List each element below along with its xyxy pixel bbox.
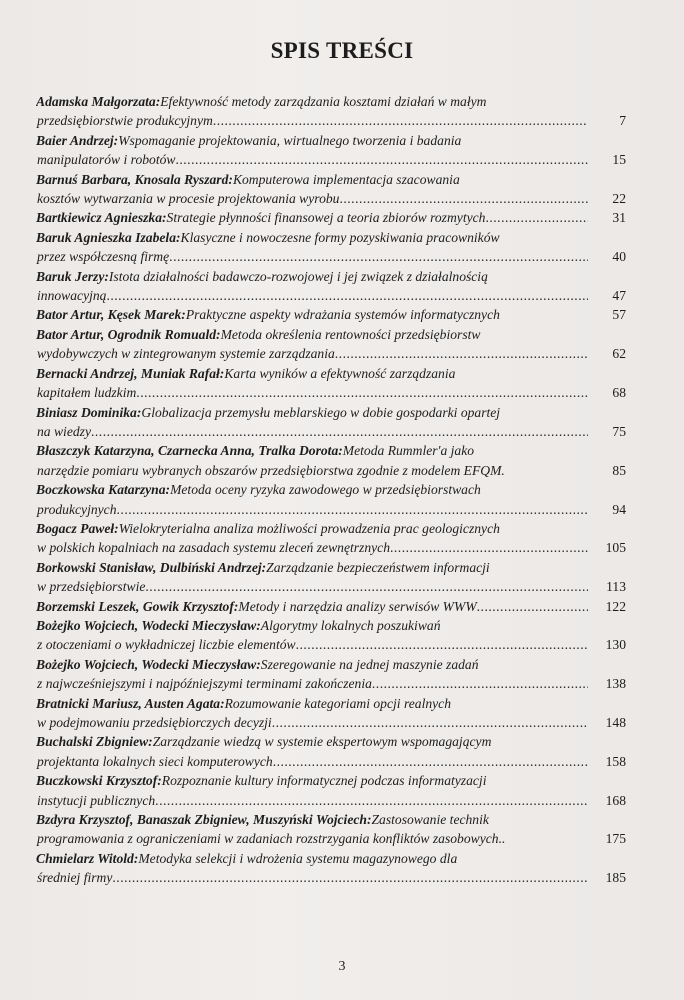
toc-title-text: Algorytmy lokalnych poszukiwań [260, 617, 441, 633]
toc-entry [36, 441, 626, 480]
toc-page-number: 85 [612, 462, 626, 478]
toc-title-text: z otoczeniami o wykładniczej liczbie elementów [37, 637, 296, 653]
toc-title-text: Rozpoznanie kultury informatycznej podczas informatyzacji [161, 773, 487, 789]
toc-dot-leader [335, 344, 588, 363]
toc-entry-line [36, 364, 626, 383]
toc-entry-line [36, 868, 626, 887]
page-number: 3 [338, 959, 346, 974]
toc-entry [36, 131, 626, 170]
toc-dot-leader [117, 500, 588, 519]
toc-page-number: 40 [612, 249, 626, 265]
toc-entry-line [36, 305, 626, 324]
toc-author: Baruk Agnieszka Izabela: [36, 229, 181, 245]
toc-entry-line [36, 849, 626, 868]
toc-entry [36, 771, 626, 810]
toc-title-text: Klasyczne i nowoczesne formy pozyskiwania pracowników [180, 229, 500, 245]
toc-title-text: Wielokryterialna analiza możliwości prowadzenia prac geologicznych [118, 520, 500, 536]
toc-title-text: programowania z ograniczeniami w zadaniach rozstrzygania konfliktów zasobowych.. [37, 831, 506, 847]
toc-entry [36, 267, 626, 306]
toc-page-number: 75 [612, 423, 626, 439]
toc-title-text: przez współczesną firmę [37, 249, 170, 265]
toc-author: Boczkowska Katarzyna: [36, 482, 171, 498]
toc-title-text: Metoda Rummler'a jako [342, 443, 475, 459]
toc-entry-line [36, 616, 626, 635]
toc-author: Bogacz Paweł: [36, 520, 119, 536]
toc-title-text: Zarządzanie wiedzą w systemie ekspertowym wspomagającym [152, 734, 492, 750]
toc-entry [36, 597, 626, 616]
toc-dot-leader [485, 208, 588, 227]
toc-title-text: Zarządzanie bezpieczeństwem informacji [266, 559, 490, 575]
toc-entry [36, 92, 626, 131]
toc-entry [36, 170, 626, 209]
toc-title-text: Metody i narzędzia analizy serwisów WWW [238, 598, 477, 614]
toc-entry-line [36, 674, 626, 693]
toc-entry [36, 519, 626, 558]
toc-author: Baier Andrzej: [36, 132, 119, 148]
toc-title-text: wydobywczych w zintegrowanym systemie zarządzania [37, 346, 335, 362]
toc-entry-line [36, 519, 626, 538]
toc-page-number: 47 [612, 288, 626, 304]
toc-title-text: w podejmowaniu przedsiębiorczych decyzji [37, 715, 272, 730]
toc-dot-leader [175, 150, 588, 169]
toc-entry [36, 616, 626, 655]
toc-entry-line [36, 791, 626, 810]
toc-entry-line [36, 538, 626, 557]
toc-page-number: 105 [605, 540, 626, 556]
toc-entry-line [36, 170, 626, 189]
toc-entry-line [36, 635, 626, 654]
toc-page-number: 148 [605, 715, 626, 730]
toc-page-number: 94 [612, 501, 626, 517]
toc-author: Barnuś Barbara, Knosala Ryszard: [36, 171, 233, 187]
toc-page-number: 15 [612, 152, 626, 168]
toc-entry-line [36, 713, 626, 732]
toc-entry-line [36, 461, 626, 480]
toc-title-text: Metoda oceny ryzyka zawodowego w przedsiębiorstwach [170, 482, 481, 498]
toc-entry [36, 694, 626, 733]
toc-entry-line [36, 577, 626, 596]
table-of-contents [36, 92, 626, 888]
toc-author: Borkowski Stanisław, Dulbiński Andrzej: [36, 559, 267, 575]
toc-entry-line [36, 344, 626, 363]
toc-dot-leader [213, 111, 588, 130]
toc-author: Chmielarz Witold: [36, 850, 139, 866]
toc-dot-leader [339, 189, 588, 208]
toc-author: Bator Artur, Kęsek Marek: [36, 307, 186, 323]
toc-page-number: 185 [605, 870, 626, 886]
toc-page-number: 122 [605, 598, 626, 614]
toc-title-text: w polskich kopalniach na zasadach systemu zleceń zewnętrznych [37, 540, 390, 556]
toc-entry-line [36, 403, 626, 422]
toc-entry-line [36, 441, 626, 460]
toc-title-text: innowacyjną [37, 288, 107, 304]
toc-entry-line [36, 228, 626, 247]
toc-title-text: Praktyczne aspekty wdrażania systemów informatycznych [185, 307, 500, 323]
toc-dot-leader [273, 752, 588, 771]
toc-title-text: Istota działalności badawczo-rozwojowej i jej związek z działalnością [108, 268, 488, 284]
toc-author: Bożejko Wojciech, Wodecki Mieczysław: [36, 617, 261, 633]
toc-entry-line [36, 267, 626, 286]
toc-title-text: Globalizacja przemysłu meblarskiego w dobie gospodarki opartej [141, 404, 501, 420]
toc-entry-line [36, 500, 626, 519]
toc-entry-line [36, 247, 626, 266]
toc-entry-line [36, 383, 626, 402]
toc-author: Adamska Małgorzata: [36, 94, 161, 109]
toc-title-text: produkcyjnych [37, 501, 117, 517]
toc-title-text: Rozumowanie kategoriami opcji realnych [224, 695, 452, 711]
toc-title-text: narzędzie pomiaru wybranych obszarów przedsiębiorstwa zgodnie z modelem EFQM. [37, 462, 505, 478]
toc-author: Biniasz Dominika: [36, 404, 142, 420]
toc-entry-line [36, 286, 626, 305]
toc-entry-line [36, 694, 626, 713]
toc-title-text: Strategie płynności finansowej a teoria zbiorów rozmytych [166, 210, 486, 226]
toc-title-text: projektanta lokalnych sieci komputerowych [37, 753, 273, 769]
toc-title-text: kapitałem ludzkim [37, 385, 137, 401]
toc-author: Bator Artur, Ogrodnik Romuald: [36, 326, 221, 342]
toc-entry-line [36, 810, 626, 829]
toc-page-number: 130 [605, 637, 626, 653]
toc-page-number: 7 [619, 113, 626, 129]
toc-title-text: Szeregowanie na jednej maszynie zadań [260, 656, 479, 672]
toc-dot-leader [272, 713, 588, 732]
toc-entry-line [36, 131, 626, 150]
toc-entry-line [36, 597, 626, 616]
toc-author: Bzdyra Krzysztof, Banaszak Zbigniew, Muszyński Wojciech: [36, 812, 372, 828]
toc-page-number: 68 [612, 385, 626, 401]
toc-author: Buchalski Zbigniew: [36, 734, 153, 750]
toc-dot-leader [372, 674, 588, 693]
toc-page-number: 62 [612, 346, 626, 362]
toc-title-text: instytucji publicznych [37, 792, 156, 808]
toc-dot-leader [390, 538, 588, 557]
toc-title-text: Zastosowanie technik [371, 812, 489, 828]
toc-author: Bernacki Andrzej, Muniak Rafał: [36, 365, 225, 381]
toc-entry-line [36, 771, 626, 790]
toc-page-number: 22 [612, 191, 626, 207]
page-title: SPIS TREŚCI [270, 38, 414, 63]
toc-entry [36, 849, 626, 888]
toc-entry [36, 810, 626, 849]
toc-title-text: Komputerowa implementacja szacowania [232, 171, 460, 187]
toc-page-number: 138 [605, 676, 626, 692]
toc-entry [36, 732, 626, 771]
toc-page-number: 158 [605, 753, 626, 769]
toc-entry-line [36, 422, 626, 441]
toc-title-text: manipulatorów i robotów [37, 152, 176, 168]
toc-title-text: Efektywność metody zarządzania kosztami działań w małym [160, 94, 487, 109]
toc-title-text: Karta wyników a efektywność zarządzania [224, 365, 456, 381]
toc-entry [36, 364, 626, 403]
toc-entry-line [36, 480, 626, 499]
toc-title-text: średniej firmy [37, 870, 113, 886]
toc-author: Baruk Jerzy: [36, 268, 109, 284]
toc-entry [36, 558, 626, 597]
toc-title-text: na wiedzy [37, 423, 91, 439]
toc-page-number: 57 [612, 307, 626, 323]
toc-entry-line [36, 208, 626, 227]
toc-entry-line [36, 150, 626, 169]
toc-dot-leader [169, 247, 588, 266]
toc-entry-line [36, 752, 626, 771]
toc-page-number: 168 [605, 792, 626, 808]
toc-entry-line [36, 829, 626, 848]
toc-author: Bartkiewicz Agnieszka: [36, 210, 167, 226]
toc-title-text: kosztów wytwarzania w procesie projektowania wyrobu [37, 191, 340, 207]
toc-entry-line [36, 325, 626, 344]
toc-title-text: przedsiębiorstwie produkcyjnym [37, 113, 213, 129]
toc-entry [36, 305, 626, 324]
toc-entry-line [36, 111, 626, 130]
toc-dot-leader [112, 868, 588, 887]
toc-title-text: Wspomaganie projektowania, wirtualnego tworzenia i badania [118, 132, 462, 148]
toc-dot-leader [145, 577, 588, 596]
toc-entry [36, 403, 626, 442]
toc-page-number: 31 [612, 210, 626, 226]
toc-title-text: Metodyka selekcji i wdrożenia systemu magazynowego dla [138, 850, 458, 866]
toc-entry-line [36, 189, 626, 208]
toc-entry [36, 228, 626, 267]
toc-title-text: w przedsiębiorstwie [37, 579, 146, 595]
toc-author: Bożejko Wojciech, Wodecki Mieczysław: [36, 656, 261, 672]
toc-entry-line [36, 558, 626, 577]
toc-dot-leader [136, 383, 588, 402]
toc-entry [36, 208, 626, 227]
toc-entry [36, 655, 626, 694]
toc-entry [36, 325, 626, 364]
toc-entry-line [36, 655, 626, 674]
toc-entry [36, 480, 626, 519]
toc-page-number: 175 [605, 831, 626, 847]
toc-dot-leader [155, 791, 588, 810]
toc-title-text: Metoda określenia rentowności przedsiębiorstw [220, 326, 481, 342]
toc-page-number: 113 [606, 579, 626, 595]
toc-author: Borzemski Leszek, Gowik Krzysztof: [36, 598, 239, 614]
toc-entry-line [36, 92, 626, 111]
toc-author: Buczkowski Krzysztof: [36, 773, 162, 789]
toc-title-text: z najwcześniejszymi i najpóźniejszymi terminami zakończenia [37, 676, 372, 692]
toc-dot-leader [91, 422, 588, 441]
toc-dot-leader [106, 286, 588, 305]
toc-author: Bratnicki Mariusz, Austen Agata: [36, 695, 225, 711]
toc-entry-line [36, 732, 626, 751]
toc-dot-leader [296, 635, 588, 654]
toc-author: Błaszczyk Katarzyna, Czarnecka Anna, Tralka Dorota: [36, 443, 343, 459]
toc-dot-leader [477, 597, 588, 616]
